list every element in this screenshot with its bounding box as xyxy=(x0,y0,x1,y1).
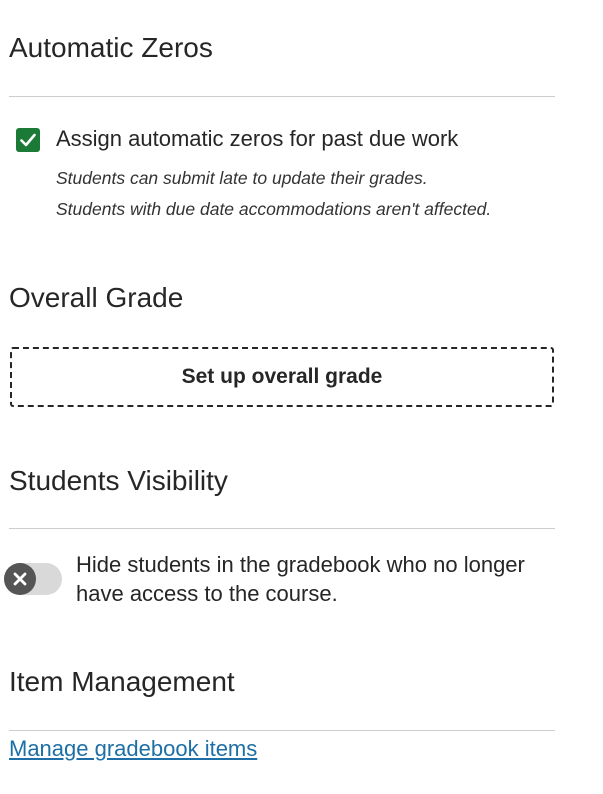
close-icon xyxy=(13,572,27,586)
automatic-zeros-divider xyxy=(9,96,555,97)
toggle-knob xyxy=(4,563,36,595)
students-visibility-divider xyxy=(9,528,555,529)
automatic-zeros-checkbox[interactable] xyxy=(16,128,40,152)
item-management-divider xyxy=(9,730,555,731)
automatic-zeros-help-line-1: Students can submit late to update their grades. xyxy=(56,168,428,188)
set-up-overall-grade-button[interactable]: Set up overall grade xyxy=(10,347,554,407)
hide-inactive-students-toggle[interactable] xyxy=(4,563,62,595)
checkmark-icon xyxy=(20,133,36,147)
item-management-heading: Item Management xyxy=(9,666,235,697)
hide-inactive-students-label: Hide students in the gradebook who no longer have access to the course. xyxy=(76,552,525,606)
manage-gradebook-items-link[interactable]: Manage gradebook items xyxy=(9,736,258,761)
automatic-zeros-help-line-2: Students with due date accommodations aren't affected. xyxy=(56,199,492,219)
students-visibility-heading: Students Visibility xyxy=(9,465,228,496)
automatic-zeros-heading: Automatic Zeros xyxy=(9,32,213,63)
automatic-zeros-checkbox-label[interactable]: Assign automatic zeros for past due work xyxy=(56,126,459,151)
overall-grade-heading: Overall Grade xyxy=(9,282,184,313)
